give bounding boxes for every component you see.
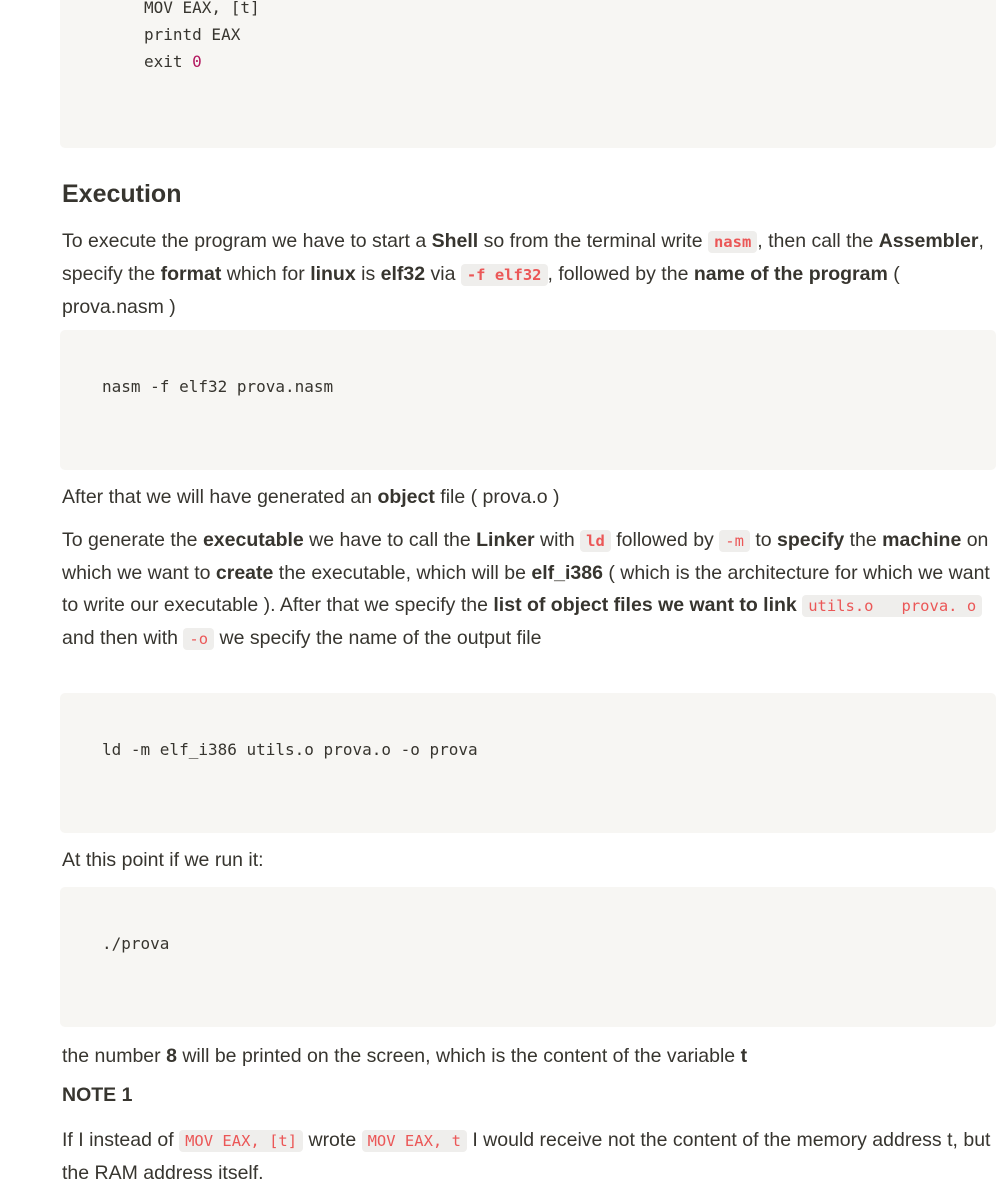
paragraph-run xyxy=(62,844,992,876)
bold-text: Linker xyxy=(476,529,535,551)
text-span: , specify the xyxy=(62,230,984,285)
code-number: 0 xyxy=(192,52,202,71)
code-block-nasm xyxy=(60,330,996,470)
bold-text: specify xyxy=(777,529,845,551)
code-line xyxy=(144,52,202,71)
bold-text: Shell xyxy=(431,230,479,252)
text-span: At this point if we run it: xyxy=(62,849,264,871)
text-span: to xyxy=(749,529,778,551)
inline-code: nasm xyxy=(708,231,757,253)
text-span: via xyxy=(425,263,461,285)
code-block-run xyxy=(60,887,996,1027)
code-block-program xyxy=(60,0,996,148)
inline-code: MOV EAX, [t] xyxy=(179,1130,303,1152)
paragraph-note xyxy=(62,1124,992,1189)
section-heading: Execution xyxy=(62,180,182,208)
text-span: with xyxy=(534,529,581,551)
text-span: the xyxy=(844,529,883,551)
text-span: will be printed on the screen, which is the content of the variable xyxy=(176,1045,741,1067)
text-span: which for xyxy=(221,263,311,285)
bold-text: elf32 xyxy=(380,263,426,285)
paragraph-result xyxy=(62,1040,992,1072)
bold-text: Assembler xyxy=(878,230,979,252)
inline-code: -m xyxy=(719,530,750,552)
text-span: ( which is the architecture for which we want to write our executable ). After that we specify the xyxy=(62,562,990,616)
text-span: If I instead of xyxy=(62,1129,180,1151)
text-span: file ( prova.o ) xyxy=(434,486,560,508)
bold-text: elf_i386 xyxy=(531,562,603,584)
code-line: nasm -f elf32 prova.nasm xyxy=(102,377,334,396)
text-span: After that we will have generated an xyxy=(62,486,378,508)
bold-text: format xyxy=(160,263,222,285)
text-span: the number xyxy=(62,1045,167,1067)
bold-text: executable xyxy=(202,529,304,551)
inline-code: -f elf32 xyxy=(461,264,548,286)
code-line: printd EAX xyxy=(144,25,241,44)
text-span: is xyxy=(355,263,381,285)
text-span: wrote xyxy=(303,1129,362,1151)
text-span: ( prova.nasm ) xyxy=(62,263,900,318)
inline-code: -o xyxy=(183,628,214,650)
bold-text: name of the program xyxy=(693,263,888,285)
text-span: so from the terminal write xyxy=(478,230,708,252)
code-line: ./prova xyxy=(102,934,170,953)
inline-code: utils.o prova. o xyxy=(802,595,982,617)
text-span: followed by xyxy=(610,529,720,551)
text-span: I would receive not the content of the memory address t, but the RAM address itself. xyxy=(62,1129,991,1184)
text-span: To execute the program we have to start a xyxy=(62,230,432,252)
inline-code: MOV EAX, t xyxy=(362,1130,467,1152)
text-span: , then call the xyxy=(757,230,879,252)
text-span: we specify the name of the output file xyxy=(214,627,542,649)
bold-text: linux xyxy=(310,263,356,285)
text-span: we have to call the xyxy=(303,529,477,551)
paragraph-object xyxy=(62,481,992,513)
code-block-ld xyxy=(60,693,996,833)
text-span: To generate the xyxy=(62,529,203,551)
text-span: and then with xyxy=(62,627,184,649)
text-span: on which we want to xyxy=(62,529,989,584)
code-token: exit xyxy=(144,52,193,71)
text-span: the executable, which will be xyxy=(273,562,532,584)
bold-text: 8 xyxy=(166,1045,177,1067)
code-line: MOV EAX, [t] xyxy=(144,0,260,17)
code-line: ld -m elf_i386 utils.o prova.o -o prova xyxy=(102,740,478,759)
bold-text: list of object files we want to link xyxy=(493,594,797,616)
note-title: NOTE 1 xyxy=(62,1084,133,1106)
bold-text: create xyxy=(215,562,274,584)
bold-text: object xyxy=(377,486,435,508)
paragraph-execute xyxy=(62,225,992,323)
bold-text: machine xyxy=(882,529,962,551)
text-span: , followed by the xyxy=(547,263,694,285)
bold-text: t xyxy=(740,1045,748,1067)
inline-code: ld xyxy=(580,530,611,552)
paragraph-linker xyxy=(62,524,992,655)
